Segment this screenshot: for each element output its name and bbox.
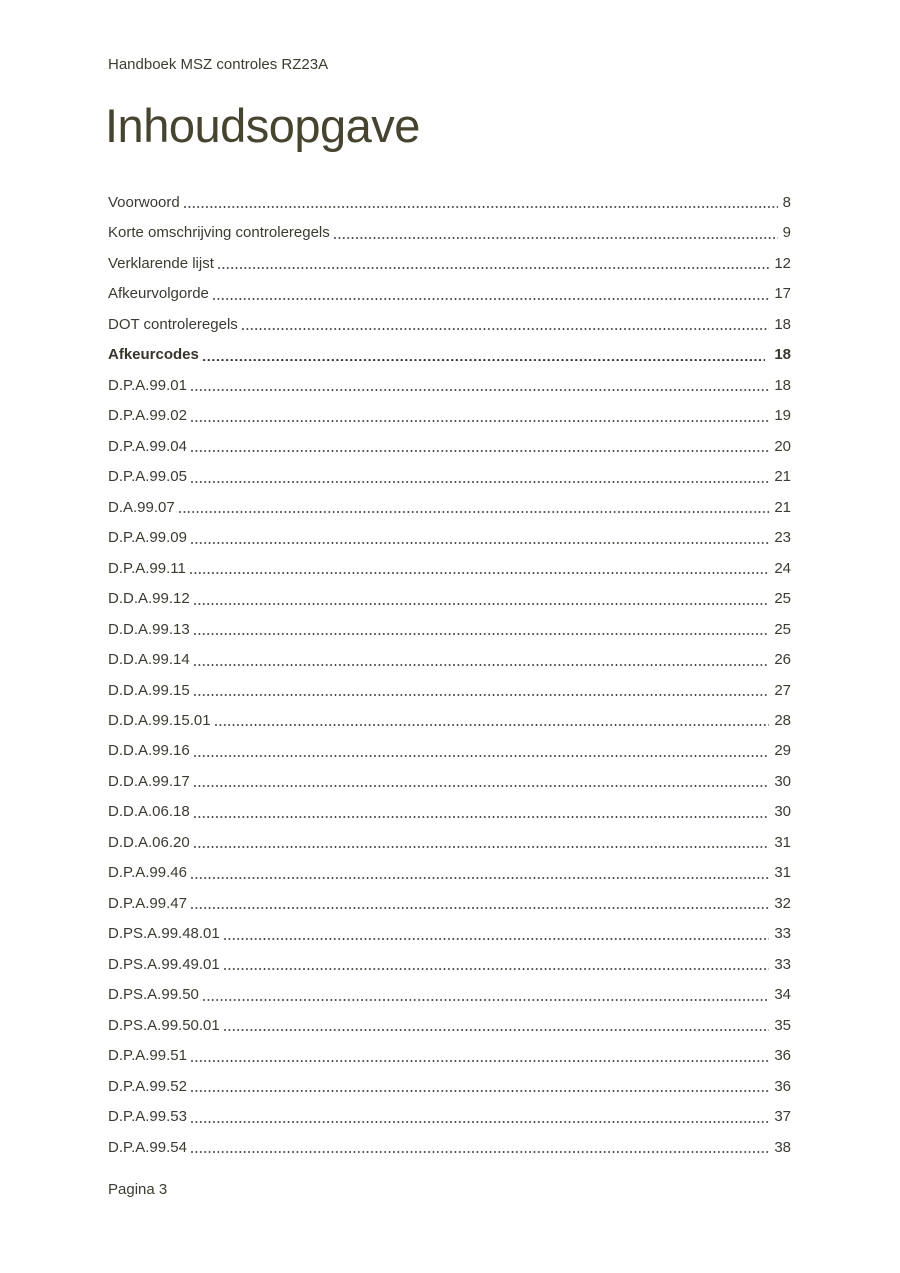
toc-entry-label: Verklarende lijst [108,254,214,272]
toc-entry-page-number: 20 [774,437,791,455]
toc-entry[interactable] [108,554,791,584]
toc-dot-leader [194,828,770,858]
toc-entry[interactable] [108,523,791,553]
toc-dot-leader [191,462,769,492]
toc-dot-leader [191,1041,769,1071]
toc-dot-leader [191,1133,769,1163]
toc-entry-page-number: 18 [774,315,791,333]
toc-entry[interactable] [108,797,791,827]
toc-entry-page-number: 31 [774,864,791,882]
toc-dot-leader [194,767,770,797]
toc-entry[interactable] [108,676,791,706]
toc-dot-leader [224,919,770,949]
toc-entry-label: D.P.A.99.09 [108,529,187,547]
toc-entry[interactable] [108,1072,791,1102]
toc-entry-page-number: 8 [782,194,791,211]
toc-entry-label: D.D.A.99.15.01 [108,711,211,729]
toc-entry-label: D.P.A.99.05 [108,468,187,486]
toc-dot-leader [191,523,769,553]
toc-entry-page-number: 33 [774,925,791,943]
toc-entry-page-number: 38 [774,1138,791,1156]
toc-entry-label: Korte omschrijving controleregels [108,224,330,242]
toc-entry-label: D.PS.A.99.49.01 [108,955,220,973]
toc-entry-page-number: 32 [774,894,791,912]
toc-entry-label: D.D.A.06.20 [108,833,190,851]
toc-dot-leader [203,980,769,1010]
toc-entry-page-number: 9 [782,224,791,242]
toc-entry[interactable] [108,980,791,1010]
toc-entry-page-number: 33 [774,955,791,973]
toc-entry[interactable] [108,371,791,401]
toc-entry[interactable] [108,736,791,766]
toc-entry-label: D.P.A.99.47 [108,894,187,912]
toc-entry-label: D.D.A.99.17 [108,772,190,790]
toc-entry-page-number: 24 [774,559,791,577]
toc-entry-label: D.P.A.99.46 [108,864,187,882]
toc-entry-label: D.P.A.99.11 [108,559,186,577]
toc-dot-leader [194,797,770,827]
toc-entry[interactable] [108,1041,791,1071]
toc-entry[interactable] [108,828,791,858]
toc-entry-page-number: 25 [774,590,791,608]
toc-entry-label: D.P.A.99.01 [108,376,187,394]
page-number-footer: Pagina 3 [108,1181,168,1198]
toc-dot-leader [194,676,770,706]
toc-entry-page-number: 35 [774,1016,791,1034]
toc-entry-page-number: 37 [774,1108,791,1126]
toc-entry[interactable] [108,218,791,248]
toc-entry-page-number: 21 [774,468,791,486]
toc-dot-leader [191,371,769,401]
toc-dot-leader [194,584,770,614]
toc-entry[interactable] [108,432,791,462]
toc-list [108,188,791,1163]
toc-entry-page-number: 27 [774,681,791,699]
toc-dot-leader [215,706,770,736]
toc-entry-page-number: 17 [774,285,791,303]
toc-entry[interactable] [108,1133,791,1163]
toc-entry-label: D.P.A.99.52 [108,1077,187,1095]
toc-dot-leader [203,340,765,370]
toc-dot-leader [213,279,769,309]
toc-entry-page-number: 36 [774,1047,791,1065]
toc-entry[interactable] [108,493,791,523]
toc-entry-label: D.PS.A.99.50.01 [108,1016,220,1034]
toc-dot-leader [194,736,770,766]
toc-entry[interactable] [108,919,791,949]
toc-dot-leader [191,889,769,919]
toc-entry-label: D.A.99.07 [108,498,175,516]
toc-entry-page-number: 23 [774,529,791,547]
toc-entry[interactable] [108,340,791,370]
toc-entry-label: D.PS.A.99.48.01 [108,925,220,943]
toc-dot-leader [334,218,778,248]
toc-dot-leader [190,554,769,584]
toc-entry-label: D.P.A.99.51 [108,1047,187,1065]
toc-entry[interactable] [108,310,791,340]
toc-dot-leader [191,858,769,888]
toc-dot-leader [194,615,770,645]
toc-entry-page-number: 31 [774,833,791,851]
toc-entry-label: D.P.A.99.02 [108,407,187,425]
toc-entry-label: DOT controleregels [108,315,238,333]
toc-entry[interactable] [108,188,791,218]
toc-entry[interactable] [108,645,791,675]
toc-entry[interactable] [108,615,791,645]
toc-entry[interactable] [108,401,791,431]
toc-dot-leader [242,310,770,340]
toc-entry-page-number: 29 [774,742,791,760]
toc-dot-leader [179,493,770,523]
toc-dot-leader [191,1102,769,1132]
toc-dot-leader [224,1011,770,1041]
toc-entry-page-number: 12 [774,254,791,272]
toc-entry-label: D.P.A.99.53 [108,1108,187,1126]
toc-entry-page-number: 30 [774,803,791,821]
toc-dot-leader [191,432,769,462]
toc-entry-label: D.D.A.99.15 [108,681,190,699]
toc-entry-label: D.D.A.99.16 [108,742,190,760]
toc-entry[interactable] [108,1102,791,1132]
toc-entry[interactable] [108,767,791,797]
toc-dot-leader [184,188,778,218]
toc-entry-label: D.P.A.99.04 [108,437,187,455]
toc-entry-label: D.D.A.06.18 [108,803,190,821]
toc-entry-label: D.D.A.99.14 [108,651,190,669]
toc-entry-label: D.D.A.99.12 [108,590,190,608]
toc-dot-leader [191,1072,769,1102]
toc-entry-page-number: 34 [774,986,791,1004]
toc-entry[interactable] [108,1011,791,1041]
toc-entry-label: D.P.A.99.54 [108,1138,187,1156]
toc-entry-label: Afkeurcodes [108,346,199,364]
toc-entry-page-number: 21 [774,498,791,516]
toc-dot-leader [191,401,769,431]
toc-entry-page-number: 28 [774,711,791,729]
toc-entry-label: Afkeurvolgorde [108,285,209,303]
page-title: Inhoudsopgave [105,99,420,152]
toc-entry[interactable] [108,706,791,736]
toc-entry[interactable] [108,249,791,279]
toc-dot-leader [218,249,769,279]
toc-entry-label: D.D.A.99.13 [108,620,190,638]
toc-entry-page-number: 18 [774,376,791,394]
toc-entry-label: D.PS.A.99.50 [108,986,199,1004]
toc-entry[interactable] [108,889,791,919]
toc-entry[interactable] [108,279,791,309]
toc-dot-leader [194,645,770,675]
toc-entry[interactable] [108,950,791,980]
toc-entry-page-number: 18 [774,346,791,364]
toc-dot-leader [224,950,770,980]
toc-entry-page-number: 26 [774,651,791,669]
document-header: Handboek MSZ controles RZ23A [108,56,329,73]
toc-entry[interactable] [108,584,791,614]
toc-entry[interactable] [108,462,791,492]
toc-entry-label: Voorwoord [108,194,180,211]
toc-entry-page-number: 30 [774,772,791,790]
toc-entry-page-number: 36 [774,1077,791,1095]
toc-entry-page-number: 25 [774,620,791,638]
toc-entry[interactable] [108,858,791,888]
toc-entry-page-number: 19 [774,407,791,425]
